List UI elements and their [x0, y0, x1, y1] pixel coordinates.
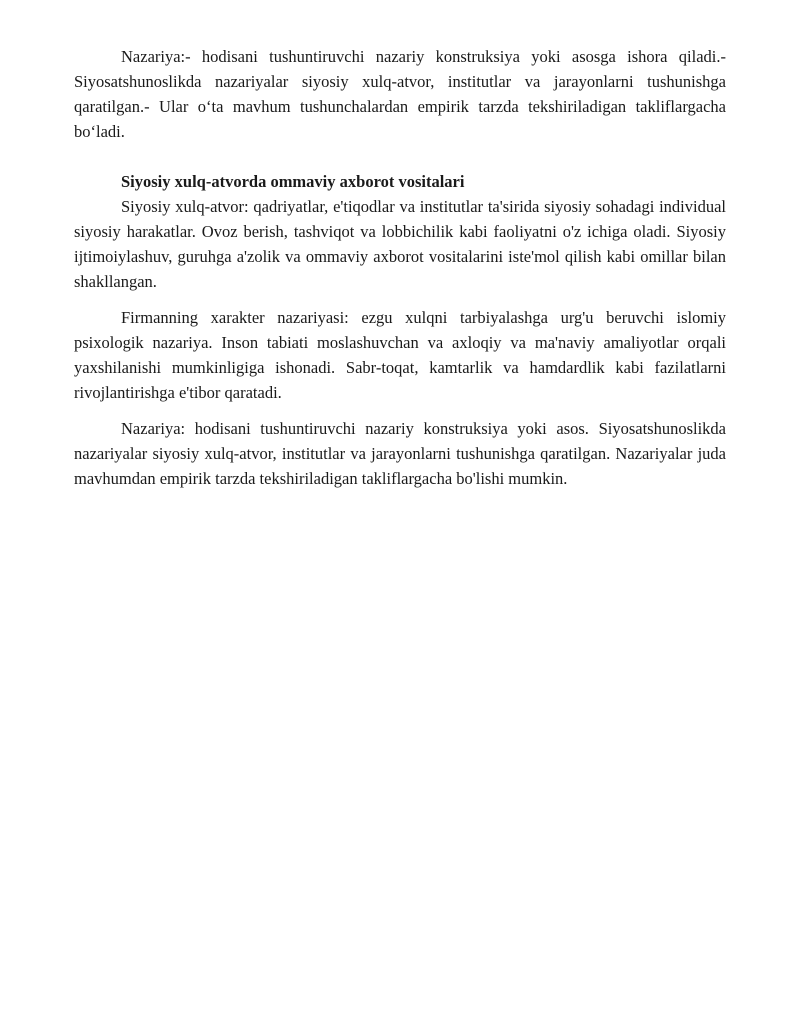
paragraph-theory-intro: Nazariya:- hodisani tushuntiruvchi nazariy konstruksiya yoki asosga ishora qiladi.- Siyosatshunoslikda nazariyalar siyosiy xulq-atvor, institutlar va jarayonlarni tushunishga qaratilgan.- Ular o‘ta mavhum tushunchalardan empirik tarzda tekshiriladigan takliflargacha bo‘ladi. — [74, 47, 726, 141]
paragraph-political-behavior: Siyosiy xulq-atvor: qadriyatlar, e'tiqodlar va institutlar ta'sirida siyosiy sohadagi individual siyosiy harakatlar. Ovoz berish, tashviqot va lobbichilik kabi faoliyatni o'z ichiga oladi. Siyosiy ijtimoiylashuv, guruhga a'zolik va ommaviy axborot vositalarini iste'mol qilish kabi omillar bilan shakllangan. — [74, 197, 726, 291]
paragraph-character-theory: Firmanning xarakter nazariyasi: ezgu xulqni tarbiyalashga urg'u beruvchi islomiy psixologik nazariya. Inson tabiati moslashuvchan va axloqiy va ma'naviy amaliyotlar orqali yaxshilanishi mumkinligiga ishonadi. Sabr-toqat, kamtarlik va hamdardlik kabi fazilatlarni rivojlantirishga e'tibor qaratadi. — [74, 308, 726, 402]
section-heading: Siyosiy xulq-atvorda ommaviy axborot vositalari — [121, 172, 465, 191]
paragraph-theory-definition: Nazariya: hodisani tushuntiruvchi nazariy konstruksiya yoki asos. Siyosatshunoslikda nazariyalar siyosiy xulq-atvor, institutlar va jarayonlarni tushunishga qaratilgan. Nazariyalar juda mavhumdan empirik tarzda tekshiriladigan takliflargacha bo'lishi mumkin. — [74, 419, 726, 488]
document-page — [74, 44, 726, 491]
